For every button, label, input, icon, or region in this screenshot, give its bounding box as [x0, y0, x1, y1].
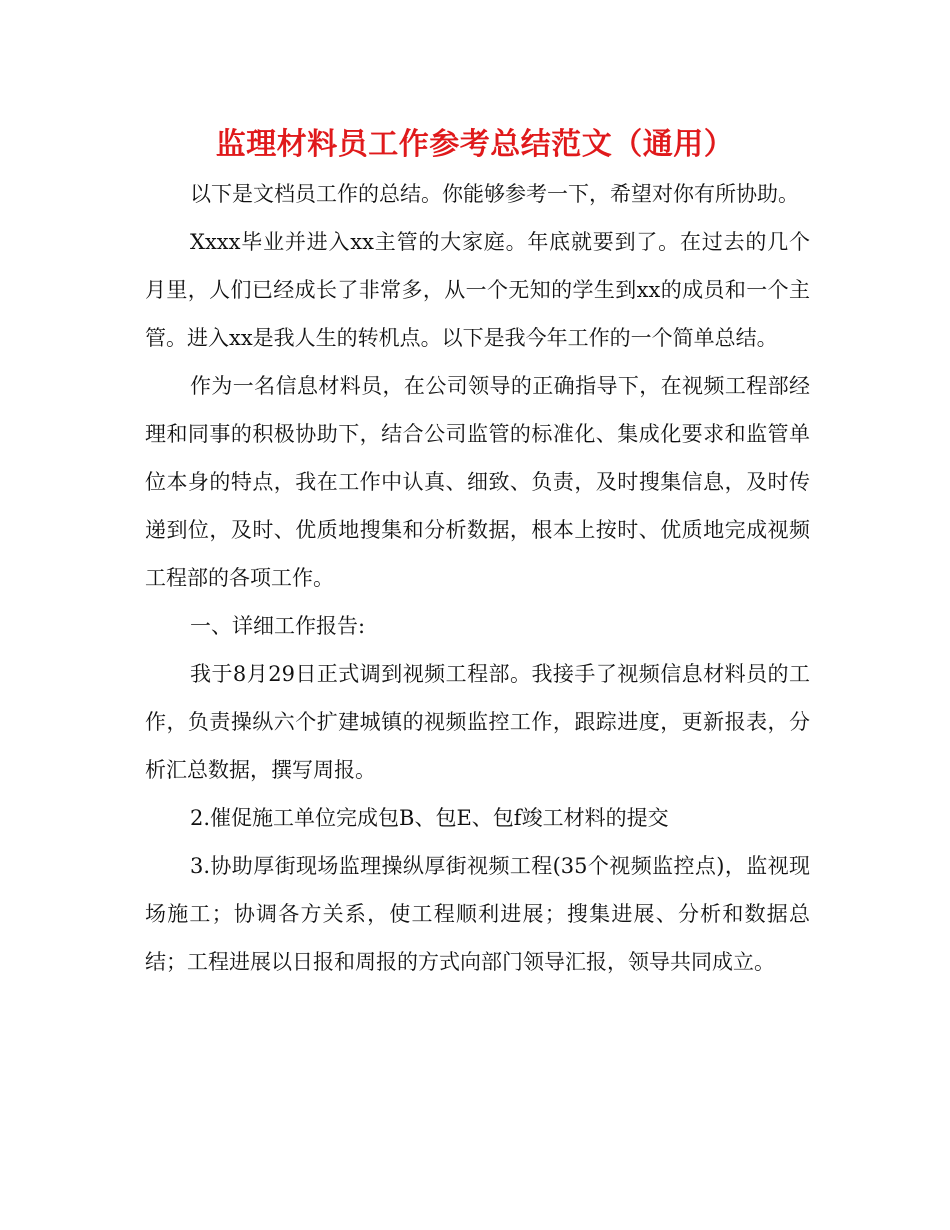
paragraph-role: 作为一名信息材料员，在公司领导的正确指导下，在视频工程部经理和同事的积极协助下，结合公司监管的标准化、集成化要求和监管单位本身的特点，我在工作中认真、细致、负责，及时搜集信息，及时传递到位，及时、优质地搜集和分析数据，根本上按时、优质地完成视频工程部的各项工作。 [145, 374, 810, 590]
paragraph-background: Xxxx毕业并进入xx主管的大家庭。年底就要到了。在过去的几个月里，人们已经成长了非常多，从一个无知的学生到xx的成员和一个主管。进入xx是我人生的转机点。以下是我今年工作的一个简单总结。 [145, 230, 810, 350]
section-heading-work-report: 一、详细工作报告: [190, 614, 366, 638]
paragraph-item-3: 3.协助厚街现场监理操纵厚街视频工程(35个视频监控点)，监视现场施工；协调各方关系，使工程顺利进展；搜集进展、分析和数据总结；工程进展以日报和周报的方式向部门领导汇报，领导共同成立。 [145, 854, 810, 974]
document-body [145, 170, 810, 986]
paragraph-intro: 以下是文档员工作的总结。你能够参考一下，希望对你有所协助。 [190, 182, 799, 206]
paragraph-item-1: 我于8月29日正式调到视频工程部。我接手了视频信息材料员的工作，负责操纵六个扩建城镇的视频监控工作，跟踪进度，更新报表，分析汇总数据，撰写周报。 [145, 662, 810, 782]
document-title: 监理材料员工作参考总结范文（通用） [215, 127, 735, 162]
paragraph-item-2: 2.催促施工单位完成包B、包E、包f竣工材料的提交 [190, 806, 669, 830]
